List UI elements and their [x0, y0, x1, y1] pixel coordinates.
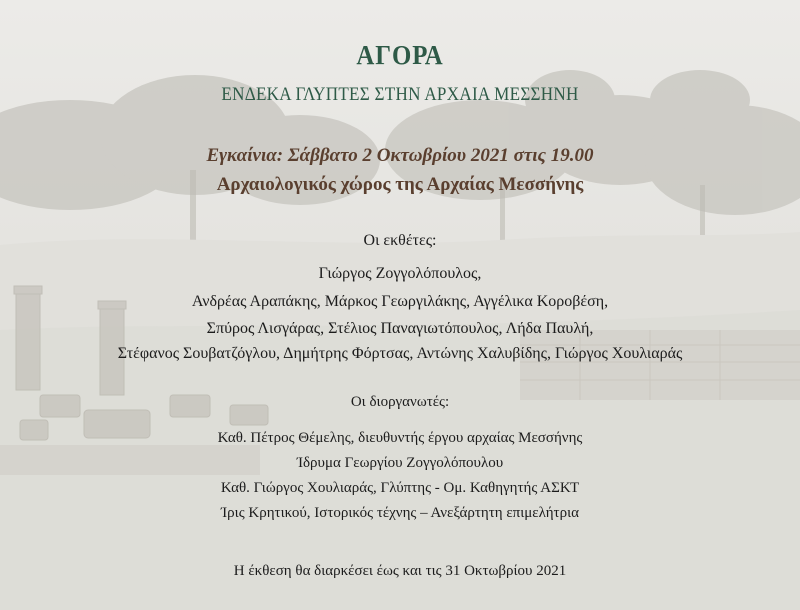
exhibition-duration: Η έκθεση θα διαρκέσει έως και τις 31 Οκτωβρίου 2021: [233, 563, 567, 579]
exhibition-title: ΑΓΟΡΑ: [356, 40, 444, 70]
organizer-line: Καθ. Πέτρος Θέμελης, διευθυντής έργου αρχαίας Μεσσήνης: [217, 430, 583, 446]
exhibitor-line: Στέφανος Σουβατζόγλου, Δημήτρης Φόρτσας, Αντώνης Χαλυβίδης, Γιώργος Χουλιαράς: [117, 345, 683, 362]
organizers-heading: Οι διοργανωτές:: [350, 394, 450, 410]
exhibitor-line: Σπύρος Λισγάρας, Στέλιος Παναγιωτόπουλος, Λήδα Παυλή,: [206, 320, 594, 337]
exhibition-subtitle: ΕΝΔΕΚΑ ΓΛΥΠΤΕΣ ΣΤΗΝ ΑΡΧΑΙΑ ΜΕΣΣΗΝΗ: [221, 84, 579, 105]
organizer-line: Καθ. Γιώργος Χουλιαράς, Γλύπτης - Ομ. Καθηγητής ΑΣΚΤ: [220, 480, 580, 496]
opening-place: Αρχαιολογικός χώρος της Αρχαίας Μεσσήνης: [216, 174, 584, 195]
exhibitor-line: Γιώργος Ζογγολόπουλος,: [318, 265, 482, 282]
organizer-line: Ίδρυμα Γεωργίου Ζογγολόπουλου: [296, 455, 504, 471]
exhibitor-line: Ανδρέας Αραπάκης, Μάρκος Γεωργιλάκης, Αγγέλικα Κοροβέση,: [191, 293, 609, 310]
opening-date: Εγκαίνια: Σάββατο 2 Οκτωβρίου 2021 στις 19.00: [206, 145, 594, 166]
organizer-line: Ίρις Κρητικού, Ιστορικός τέχνης – Ανεξάρτητη επιμελήτρια: [221, 505, 579, 521]
exhibitors-heading: Οι εκθέτες:: [363, 232, 437, 249]
